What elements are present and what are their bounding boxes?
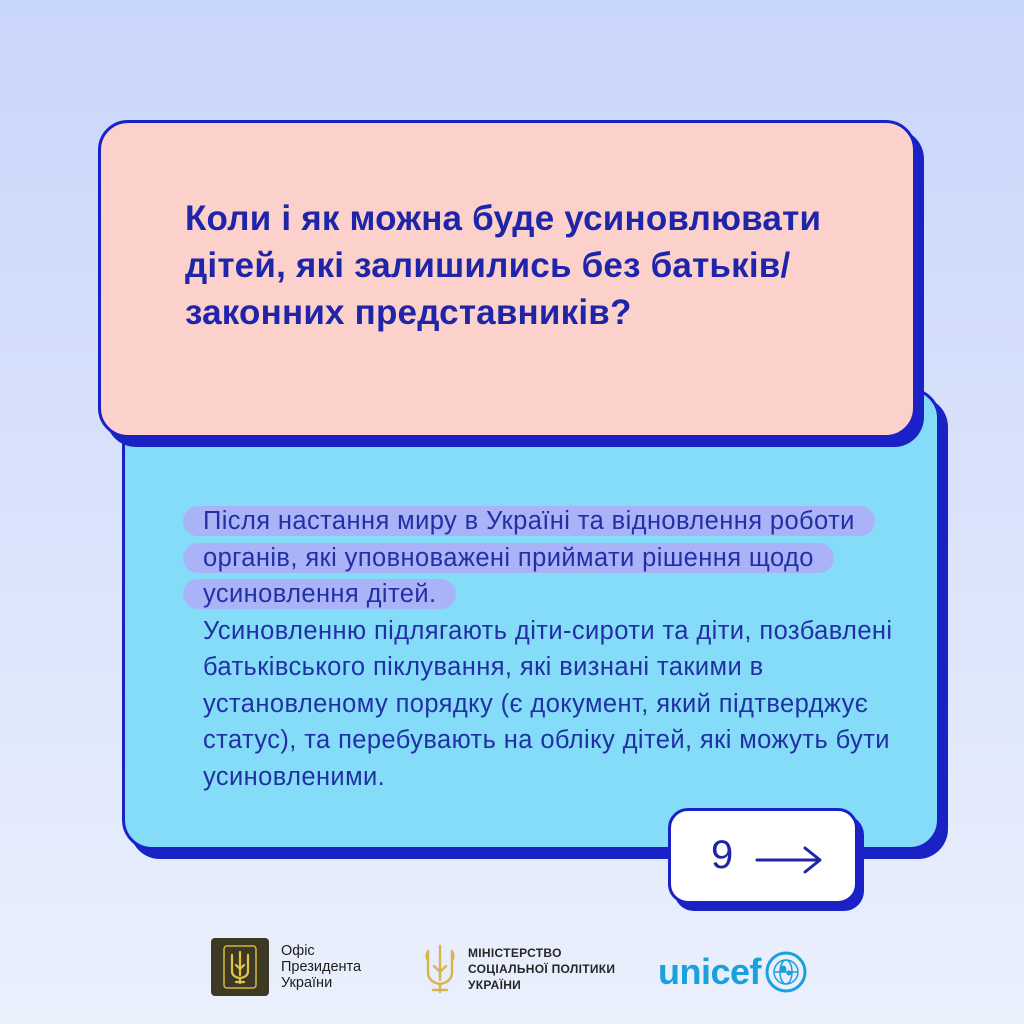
ministry-label: МІНІСТЕРСТВО СОЦІАЛЬНОЇ ПОЛІТИКИ УКРАЇНИ (468, 946, 616, 992)
answer-card (122, 388, 940, 850)
trident-gold-icon (420, 942, 460, 996)
trident-emblem-icon (211, 938, 269, 996)
arrow-right-icon (755, 845, 825, 875)
answer-highlighted: Після настання миру в Україні та відновлення роботи органів, які уповноважені приймати рішення щодо усиновлення дітей. (183, 506, 875, 609)
answer-text (203, 503, 923, 795)
next-page-button[interactable] (668, 808, 858, 904)
unicef-globe-icon (764, 950, 808, 994)
unicef-wordmark: unicef (658, 951, 762, 992)
unicef-logo (658, 950, 808, 994)
answer-body: Усиновленню підлягають діти-сироти та діти, позбавлені батьківського піклування, які визнані такими в установленому порядку (є документ, який підтверджує статус), та перебувають на обліку дітей, які можуть бути усиновленими. (203, 616, 893, 791)
office-president-logo (211, 938, 361, 996)
office-president-label: Офіс Президента України (281, 943, 362, 991)
ministry-logo (420, 942, 615, 996)
page-number: 9 (711, 833, 734, 877)
question-heading: Коли і як можна буде усиновлювати дітей, які залишились без батьків/законних представників? (185, 199, 822, 332)
question-card (98, 120, 916, 438)
